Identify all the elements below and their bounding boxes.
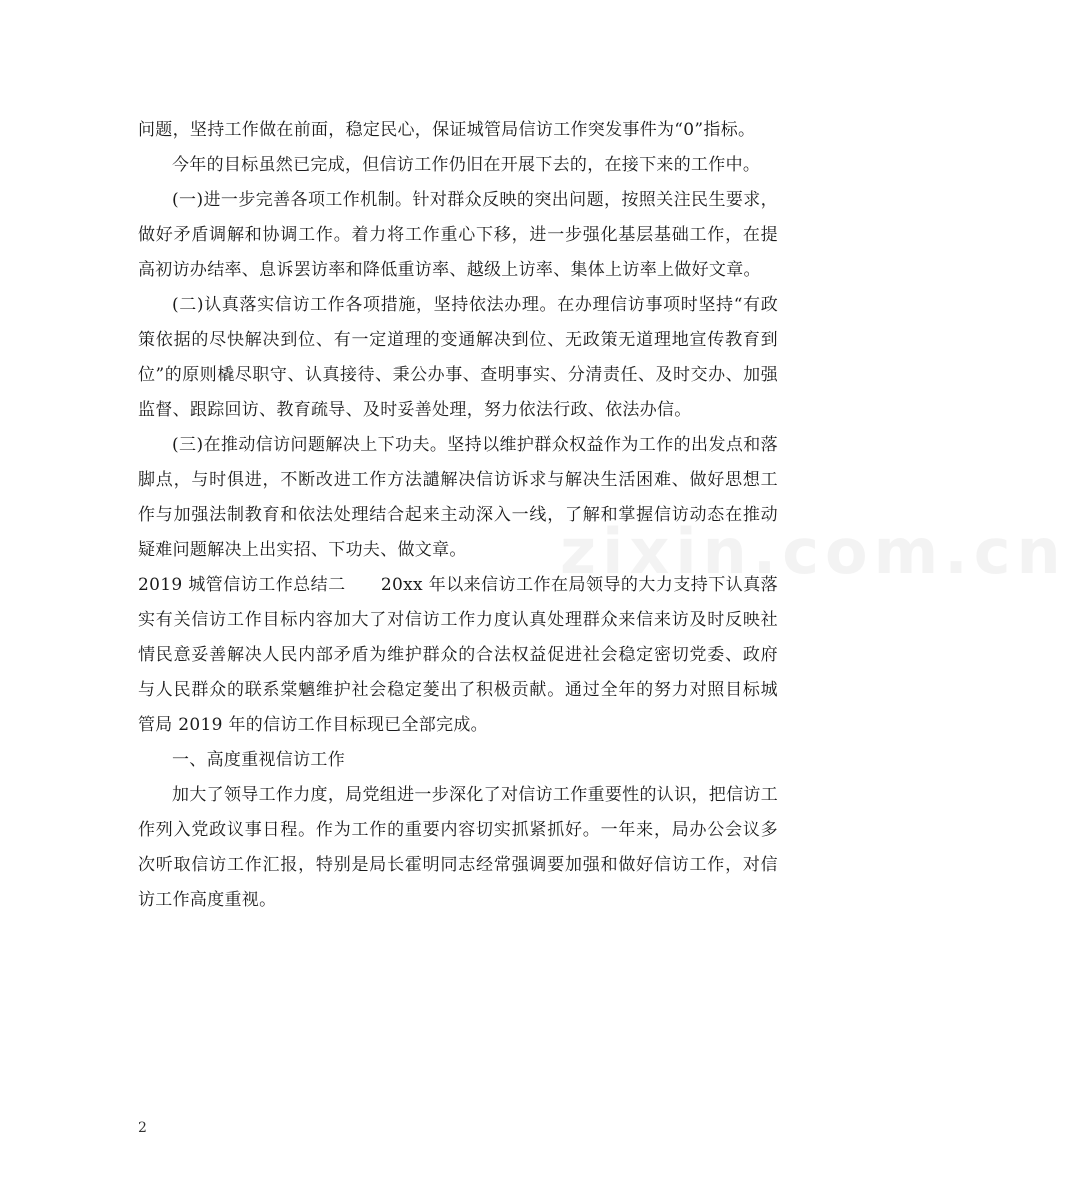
section-heading: 一、高度重视信访工作	[172, 750, 345, 770]
paragraph-6: 2019 城管信访工作总结二 20xx 年以来信访工作在局领导的大力支持下认真落实有关信访工作目标内容加大了对信访工作力度认真处理群众来信来访及时反映社情民意妥善解决人民内部矛盾为维护群众的合法权益促进社会稳定密切党委、政府与人民群众的联系棠魑维护社会稳定蓌出了积极贡献。通过全年的努力对照目标城管局 2019 年的信访工作目标现已全部完成。	[138, 575, 778, 735]
paragraph-5: (三)在推动信访问题解决上下功夫。坚持以维护群众权益作为工作的出发点和落脚点，与时俱进，不断改进工作方法譴解决信访诉求与解决生活困难、做好思想工作与加强法制教育和依法处理结合起来主动深入一线，了解和掌握信访动态在推动疑难问题解决上出实招、下功夫、做文章。	[138, 435, 778, 560]
page-number: 2	[138, 1120, 147, 1136]
paragraph-2: 今年的目标虽然已完成，但信访工作仍旧在开展下去的，在接下来的工作中。	[172, 155, 761, 175]
paragraph-3: (一)进一步完善各项工作机制。针对群众反映的突出问题，按照关注民生要求，做好矛盾调解和协调工作。着力将工作重心下移，进一步强化基层基础工作，在提高初访办结率、息诉罢访率和降低重访率、越级上访率、集体上访率上做好文章。	[138, 190, 778, 280]
watermark: zixin.com.cn	[560, 515, 1067, 588]
document-body	[138, 113, 778, 918]
paragraph-4: (二)认真落实信访工作各项措施，坚持依法办理。在办理信访事项时坚持“有政策依据的尽快解决到位、有一定道理的变通解决到位、无政策无道理地宣传教育到位”的原则橇尽职守、认真接待、秉公办事、查明事实、分清责任、及时交办、加强监督、跟踪回访、教育疏导、及时妥善处理，努力依法行政、依法办信。	[138, 295, 778, 420]
paragraph-1: 问题，坚持工作做在前面，稳定民心，保证城管局信访工作突发事件为“0”指标。	[138, 120, 756, 140]
paragraph-8: 加大了领导工作力度，局党组进一步深化了对信访工作重要性的认识，把信访工作列入党政议事日程。作为工作的重要内容切实抓紧抓好。一年来，局办公会议多次听取信访工作汇报，特别是局长霍明同志经常强调要加强和做好信访工作，对信访工作高度重视。	[138, 785, 778, 910]
